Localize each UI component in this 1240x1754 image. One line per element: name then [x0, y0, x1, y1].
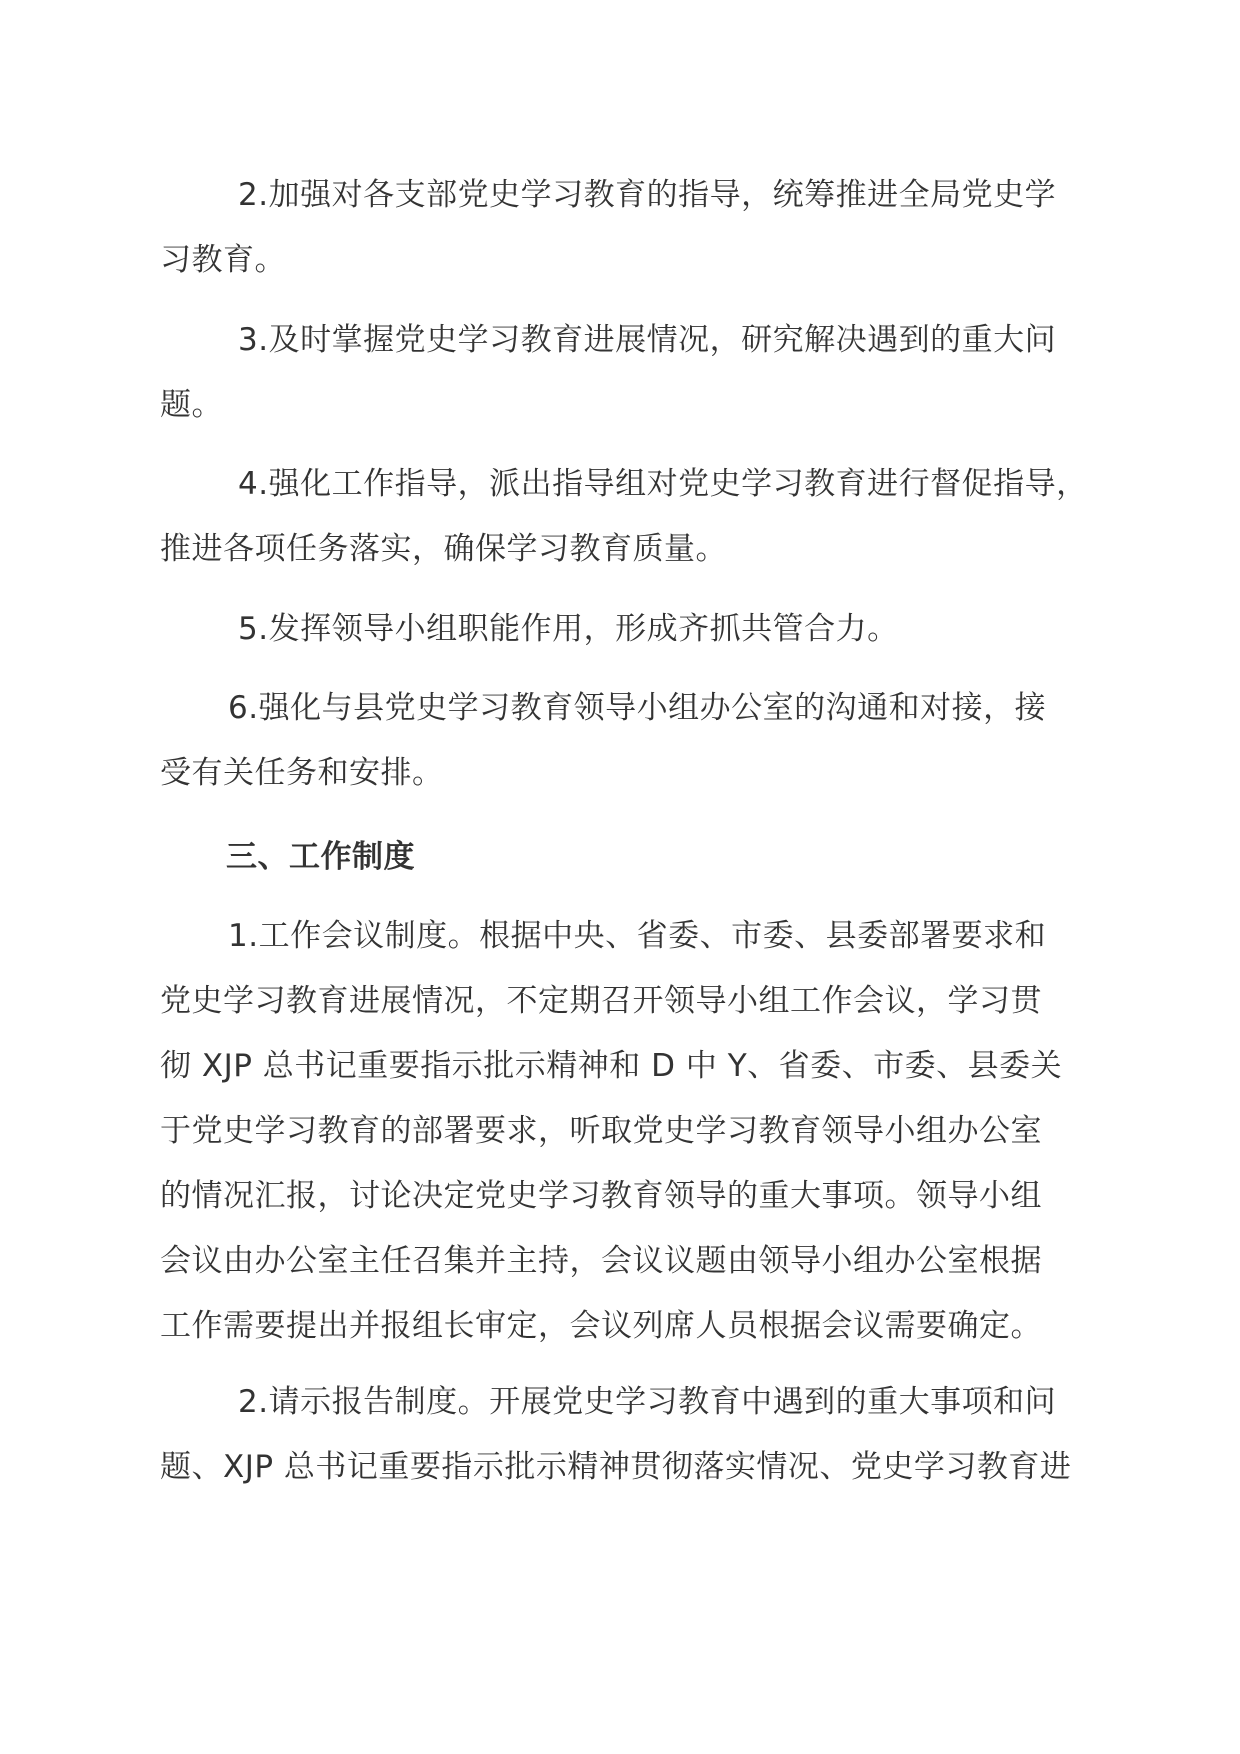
text-line: 题、XJP 总书记重要指示批示精神贯彻落实情况、党史学习教育进: [160, 1449, 1072, 1485]
text-line: 会议由办公室主任召集并主持，会议议题由领导小组办公室根据: [160, 1243, 1042, 1279]
text-line: 党史学习教育进展情况，不定期召开领导小组工作会议，学习贯: [160, 983, 1042, 1019]
paragraph-work-meeting: [160, 904, 1100, 1359]
text-line: 推进各项任务落实，确保学习教育质量。: [160, 531, 727, 567]
paragraph-item-6: [160, 676, 1100, 806]
section-heading: 三、工作制度: [226, 839, 415, 875]
paragraph-report-system: [160, 1370, 1100, 1500]
text-line: 题。: [160, 387, 223, 423]
paragraph-item-4: [160, 452, 1100, 582]
paragraph-item-3: [160, 308, 1100, 438]
paragraph-item-2: [160, 163, 1100, 293]
text-line: 5.发挥领导小组职能作用，形成齐抓共管合力。: [238, 611, 899, 647]
text-line: 4.强化工作指导，派出指导组对党史学习教育进行督促指导，: [238, 466, 1088, 502]
text-line: 3.及时掌握党史学习教育进展情况，研究解决遇到的重大问: [238, 322, 1057, 358]
text-line: 受有关任务和安排。: [160, 755, 444, 791]
text-line: 6.强化与县党史学习教育领导小组办公室的沟通和对接，接: [228, 690, 1047, 726]
text-line: 1.工作会议制度。根据中央、省委、市委、县委部署要求和: [228, 918, 1047, 954]
text-line: 于党史学习教育的部署要求，听取党史学习教育领导小组办公室: [160, 1113, 1042, 1149]
text-line: 2.请示报告制度。开展党史学习教育中遇到的重大事项和问: [238, 1384, 1057, 1420]
text-line: 习教育。: [160, 242, 286, 278]
paragraph-item-5: [160, 597, 1100, 662]
text-line: 的情况汇报，讨论决定党史学习教育领导的重大事项。领导小组: [160, 1178, 1042, 1214]
text-line: 彻 XJP 总书记重要指示批示精神和 D 中 Y、省委、市委、县委关: [160, 1048, 1063, 1084]
text-line: 2.加强对各支部党史学习教育的指导，统筹推进全局党史学: [238, 177, 1057, 213]
text-line: 工作需要提出并报组长审定，会议列席人员根据会议需要确定。: [160, 1308, 1042, 1344]
